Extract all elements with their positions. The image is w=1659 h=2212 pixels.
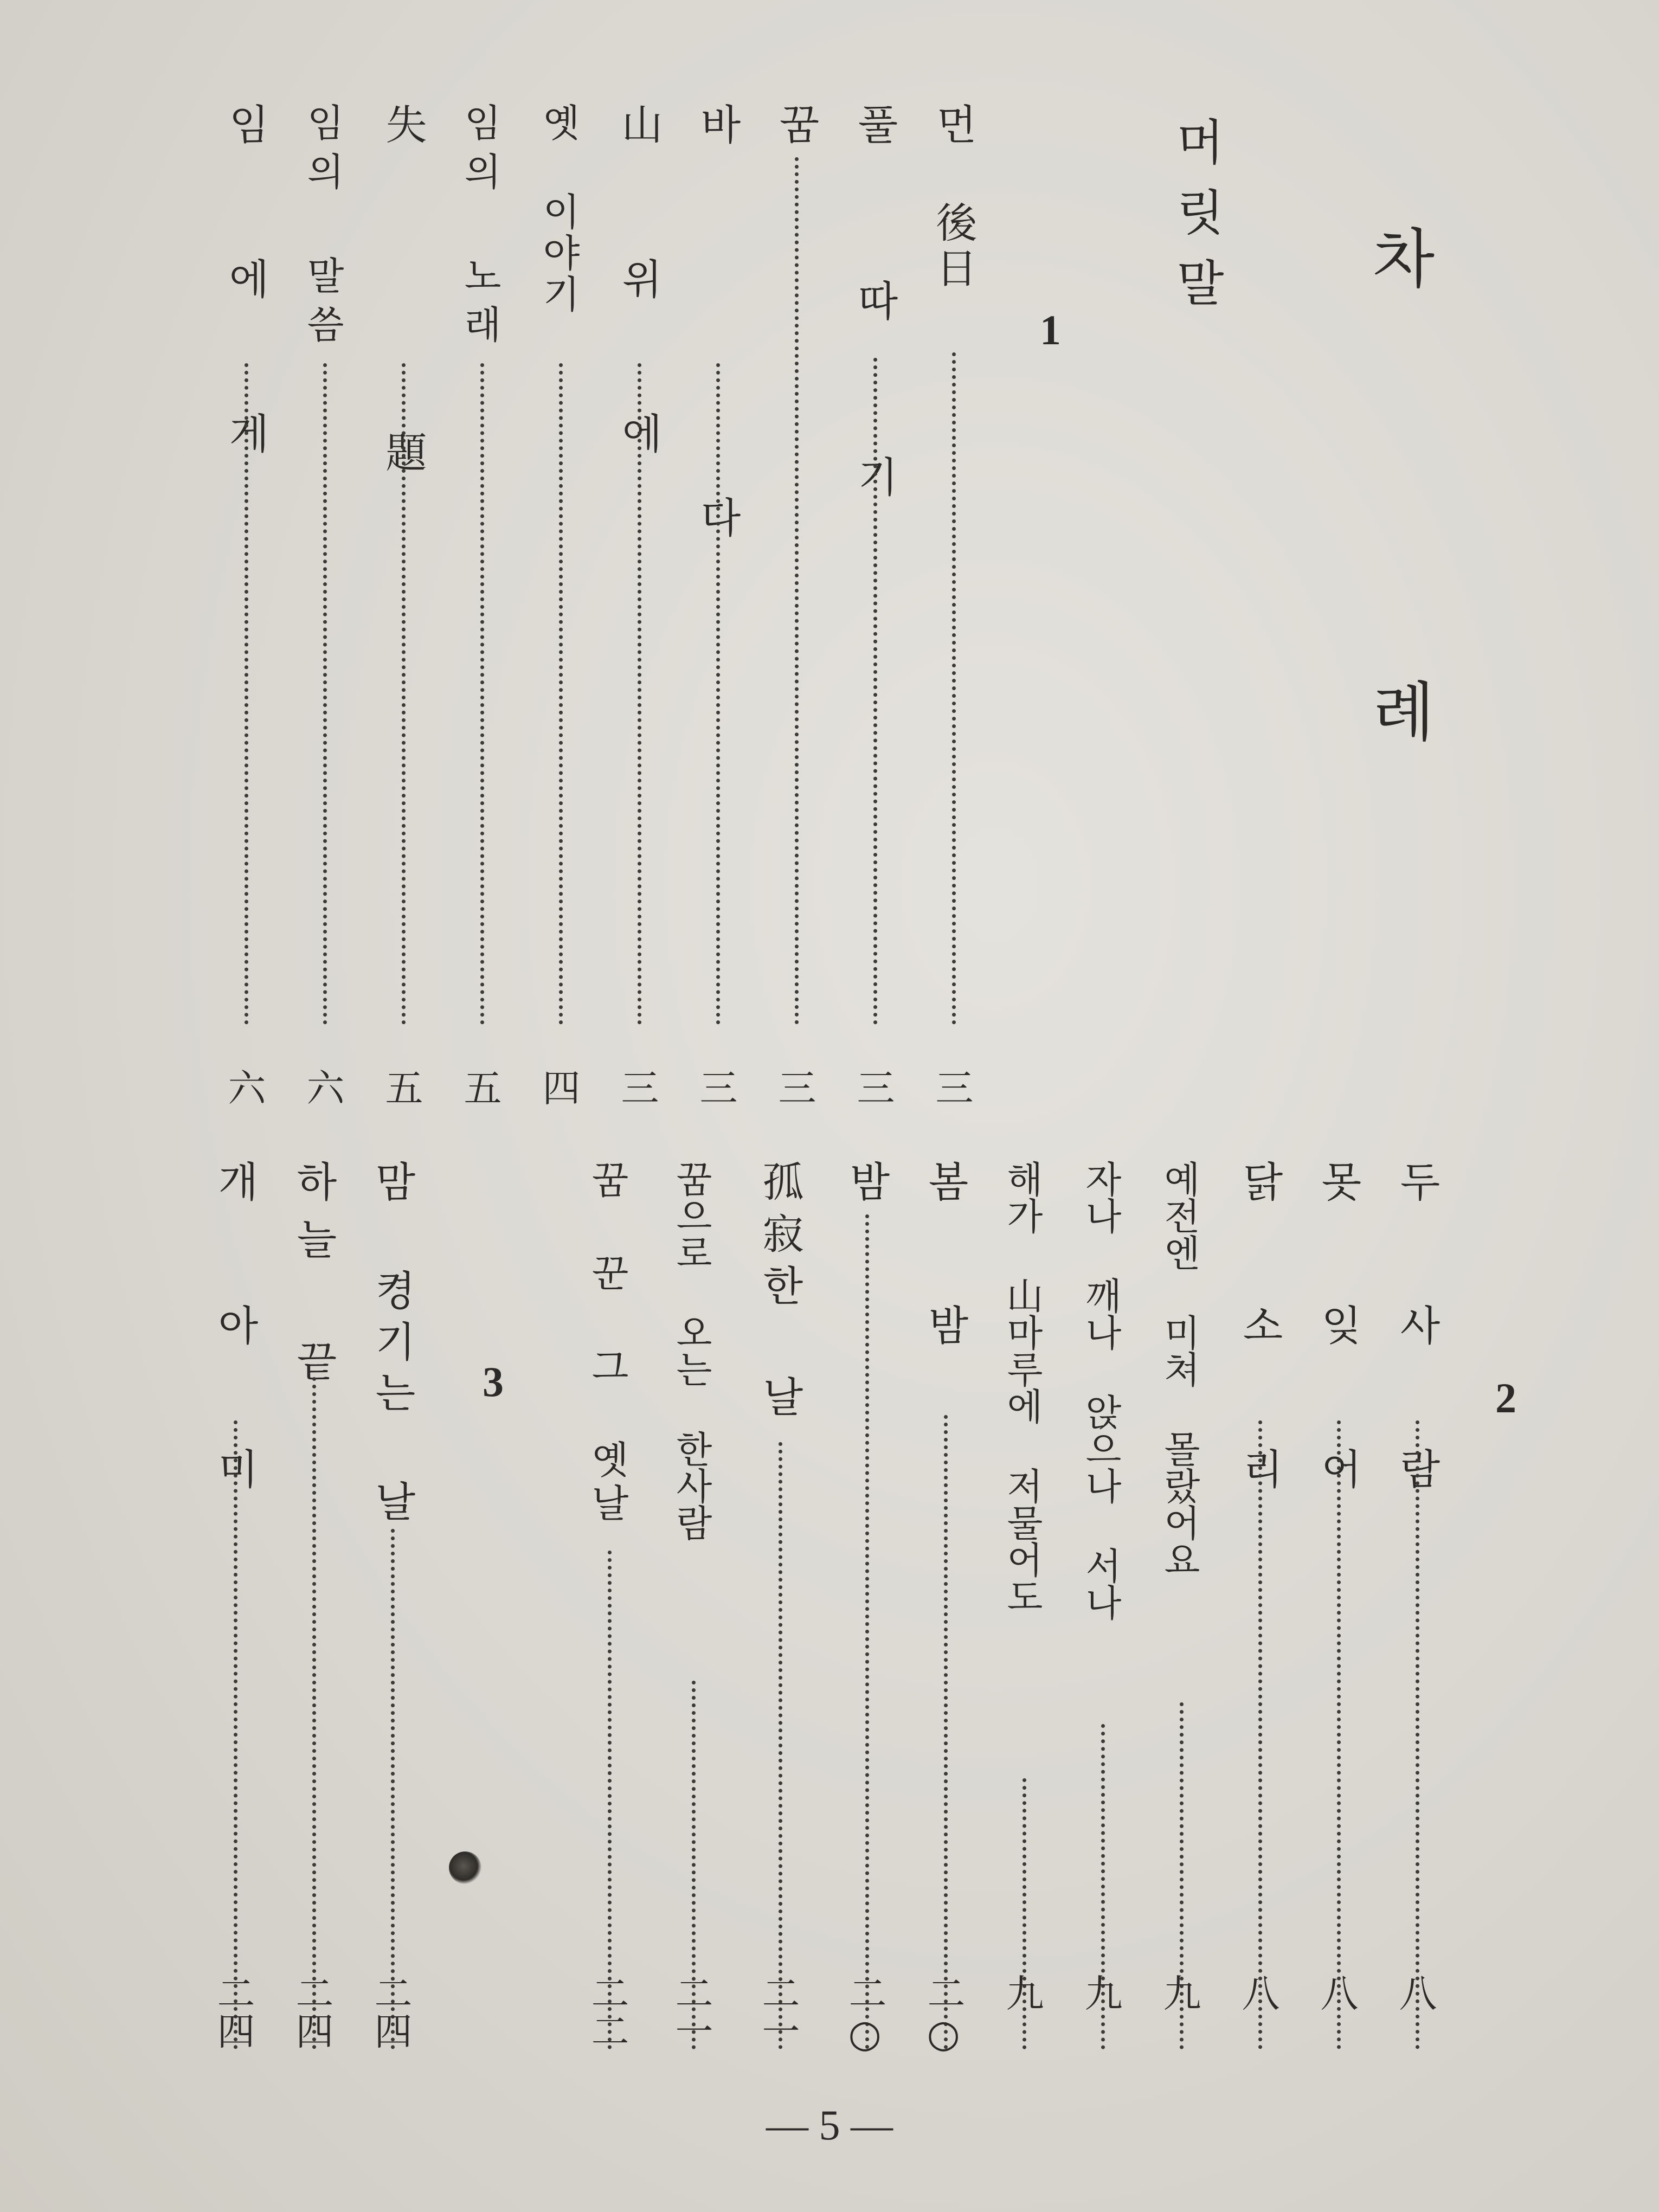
entry-page: 三 (615, 1068, 659, 1106)
entry-page: 二一 (756, 1973, 800, 2049)
toc-entry[interactable] (1000, 1160, 1052, 2071)
dot-leader (795, 157, 799, 1025)
toc-entry[interactable] (921, 1160, 973, 2071)
entry-page: 三 (693, 1068, 738, 1106)
entry-page: 二四 (211, 1973, 255, 2049)
dot-leader (391, 1529, 395, 2049)
toc-entry[interactable] (536, 103, 588, 1106)
entry-page: 六 (300, 1068, 345, 1106)
entry-title: 예전엔 미쳐 몰랐어요 (1158, 1160, 1200, 1578)
entry-page: 二○ (843, 1973, 887, 2056)
entry-title: 임의 말씀 (300, 103, 345, 353)
entry-page: 三 (772, 1068, 816, 1106)
toc-entry[interactable] (929, 103, 981, 1106)
dot-leader (312, 1377, 316, 2049)
toc-entry[interactable] (756, 1160, 808, 2071)
entry-title: 失 題 (379, 103, 427, 591)
dot-leader (716, 363, 720, 1025)
dot-leader (559, 363, 563, 1025)
part-number-3: 3 (483, 1358, 504, 1405)
page-title: 차 례 (1361, 225, 1436, 899)
entry-page: 八 (1393, 1973, 1437, 2011)
part-number-1: 1 (1040, 306, 1061, 353)
dot-leader (480, 363, 484, 1025)
entry-title: 맘 켱기는 날 (368, 1160, 416, 1531)
entry-title: 먼 後日 (929, 103, 978, 292)
toc-entry[interactable] (222, 103, 274, 1106)
dot-leader (1337, 1420, 1341, 2049)
toc-entry[interactable] (669, 1160, 721, 2071)
dot-leader (402, 363, 406, 1025)
toc-entry[interactable] (1314, 1160, 1366, 2071)
dot-leader (873, 358, 877, 1025)
entry-title: 옛 이야기 (536, 103, 581, 316)
toc-entry[interactable] (211, 1160, 263, 2071)
toc-entry[interactable] (843, 1160, 895, 2071)
entry-title: 못 잊 어 (1314, 1160, 1362, 1516)
entry-page: 六 (222, 1068, 266, 1106)
toc-entry[interactable] (1157, 1160, 1209, 2071)
entry-page: 五 (379, 1068, 423, 1106)
entry-page: 二○ (921, 1973, 966, 2056)
entry-title: 자나 깨나 앉으나 서나 (1079, 1160, 1122, 1621)
entry-page: 二四 (290, 1973, 334, 2049)
preface-heading: 머릿말 (1167, 117, 1224, 328)
toc-entry[interactable] (693, 103, 745, 1106)
entry-title: 바 다 (693, 103, 742, 689)
toc-entry[interactable] (300, 103, 352, 1106)
entry-page: 四 (536, 1068, 581, 1106)
dot-leader (1258, 1420, 1262, 2049)
entry-title: 꿈 꾼 그 옛날 (585, 1160, 629, 1527)
entry-title: 봄 밤 (921, 1160, 969, 1372)
entry-title: 개 아 미 (211, 1160, 259, 1516)
entry-title: 꿈 (772, 103, 820, 149)
entry-title: 꿈으로 오는 한사람 (670, 1160, 712, 1541)
toc-entry[interactable] (615, 103, 667, 1106)
toc-entry[interactable] (290, 1160, 342, 2071)
dot-leader (323, 363, 327, 1025)
entry-page: 二二 (585, 1973, 629, 2049)
entry-title: 山 위 에 (615, 103, 663, 486)
page-number: — 5 — (766, 2101, 893, 2149)
entry-page: 二一 (669, 1973, 713, 2049)
toc-entry[interactable] (1078, 1160, 1130, 2071)
entry-title: 해가 山마루에 저물어도 (1000, 1160, 1043, 1615)
ink-blot (449, 1851, 481, 1884)
entry-title: 임의 노래 (458, 103, 502, 353)
dot-leader (638, 363, 641, 1025)
dot-leader (234, 1420, 237, 2049)
entry-page: 九 (1157, 1973, 1201, 2011)
entry-page: 三 (851, 1068, 895, 1106)
entry-page: 九 (1000, 1973, 1044, 2011)
part-number-2: 2 (1495, 1374, 1516, 1422)
toc-entry[interactable] (368, 1160, 420, 2071)
toc-entry[interactable] (458, 103, 510, 1106)
entry-title: 孤寂한 날 (756, 1160, 804, 1427)
entry-page: 八 (1236, 1973, 1280, 2011)
entry-title: 풀 따 기 (851, 103, 899, 540)
toc-entry[interactable] (379, 103, 431, 1106)
entry-page: 五 (458, 1068, 502, 1106)
dot-leader (779, 1442, 782, 2049)
dot-leader (245, 363, 248, 1025)
entry-title: 닭 소 리 (1236, 1160, 1284, 1516)
toc-entry[interactable] (772, 103, 824, 1106)
dot-leader (952, 352, 956, 1025)
entry-title: 두 사 람 (1393, 1160, 1441, 1516)
entry-title: 임 에 게 (222, 103, 270, 486)
dot-leader (1416, 1420, 1419, 2049)
dot-leader (944, 1415, 948, 2049)
toc-entry[interactable] (585, 1160, 637, 2071)
entry-title: 밤 (843, 1160, 891, 1206)
toc-entry[interactable] (1393, 1160, 1445, 2071)
dot-leader (865, 1214, 869, 2049)
toc-entry[interactable] (1236, 1160, 1288, 2071)
entry-page: 二四 (368, 1973, 413, 2049)
toc-entry[interactable] (851, 103, 903, 1106)
entry-page: 三 (929, 1068, 974, 1106)
entry-page: 八 (1314, 1973, 1359, 2011)
entry-page: 九 (1078, 1973, 1123, 2011)
entry-title: 하늘 끝 (290, 1160, 338, 1397)
